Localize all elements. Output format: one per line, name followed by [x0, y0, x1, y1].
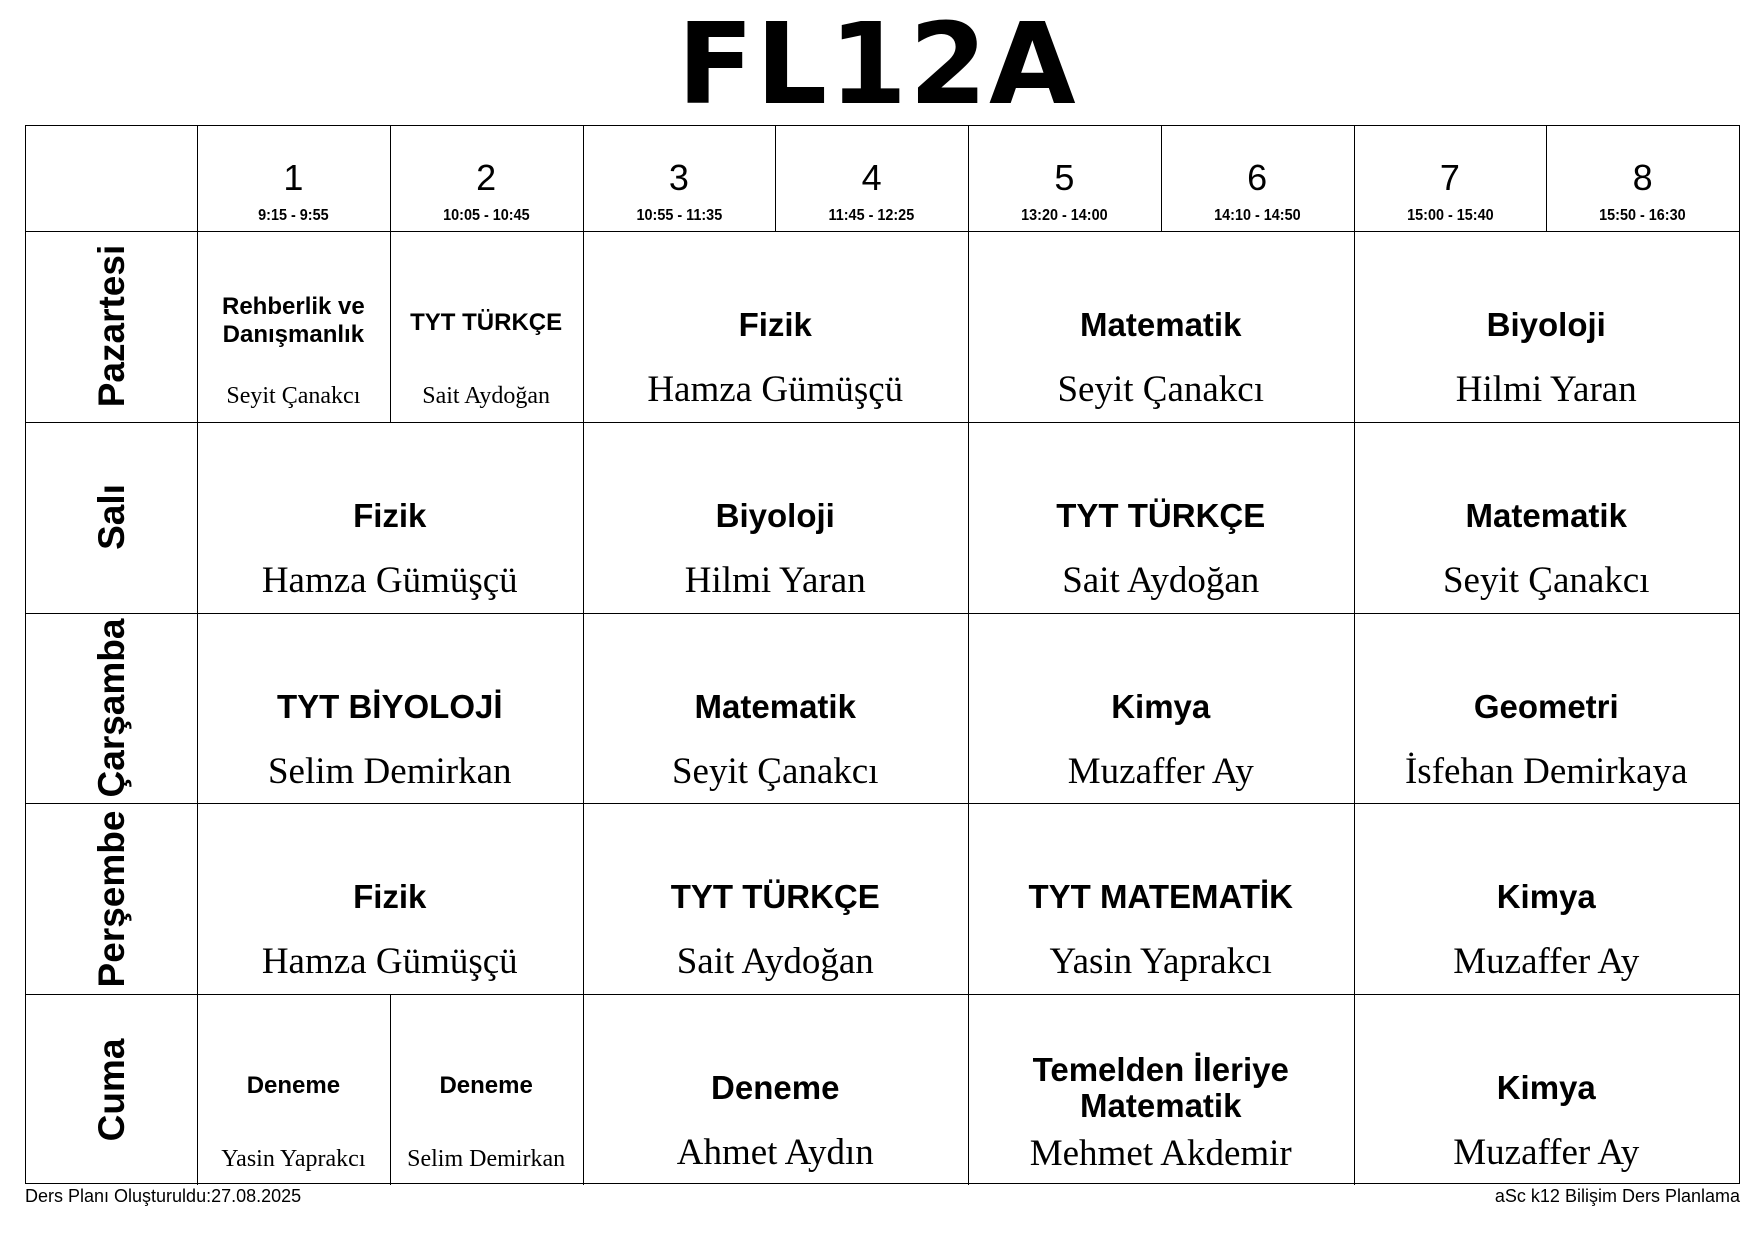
period-time: 15:50 - 16:30 — [1599, 207, 1686, 224]
period-number: 1 — [283, 157, 304, 198]
period-number: 3 — [668, 157, 689, 198]
period-number: 4 — [861, 157, 882, 198]
day-name: Perşembe — [90, 810, 132, 988]
lesson-teacher: Ahmet Aydın — [676, 1132, 874, 1174]
lesson-teacher: Seyit Çanakcı — [226, 383, 361, 409]
lesson-teacher: Mehmet Akdemir — [1029, 1133, 1292, 1175]
lesson-teacher: Hamza Gümüşçü — [647, 369, 904, 410]
period-time: 10:55 - 11:35 — [636, 207, 722, 224]
period-header-1 — [197, 126, 390, 231]
lesson-teacher: Yasin Yaprakcı — [1049, 941, 1272, 983]
day-name: Pazartesi — [90, 245, 132, 408]
day-name: Cuma — [90, 1038, 132, 1141]
period-time: 9:15 - 9:55 — [258, 207, 329, 224]
lesson-subject: Matematik — [694, 687, 856, 725]
lesson-cell[interactable] — [583, 231, 969, 422]
lesson-subject: TYT TÜRKÇE — [1056, 496, 1266, 534]
lesson-cell[interactable] — [1354, 231, 1740, 422]
day-label-1 — [26, 231, 197, 422]
lesson-subject: Geometri — [1473, 687, 1619, 725]
lesson-cell[interactable] — [1354, 994, 1740, 1185]
lesson-subject: Temelden İleriye Matematik — [1032, 1051, 1289, 1125]
lesson-teacher: Selim Demirkan — [267, 750, 512, 792]
period-header-4 — [775, 126, 968, 231]
period-time: 14:10 - 14:50 — [1213, 207, 1301, 224]
day-name: Çarşamba — [90, 618, 132, 798]
lesson-subject: Kimya — [1496, 878, 1596, 916]
lesson-teacher: Muzaffer Ay — [1453, 941, 1640, 983]
lesson-teacher: Sait Aydoğan — [676, 941, 874, 983]
header-column-divider — [1354, 126, 1355, 231]
lesson-teacher: İsfehan Demirkaya — [1404, 750, 1688, 792]
lesson-subject: TYT BİYOLOJİ — [276, 687, 503, 725]
lesson-cell[interactable] — [583, 422, 969, 613]
lesson-cell[interactable] — [968, 231, 1354, 422]
lesson-cell[interactable] — [1354, 803, 1740, 994]
lesson-cell[interactable] — [197, 994, 390, 1185]
lesson-subject: Deneme — [711, 1069, 840, 1107]
lesson-cell[interactable] — [390, 231, 583, 422]
lesson-subject: Fizik — [353, 878, 427, 916]
lesson-subject: TYT TÜRKÇE — [670, 878, 880, 916]
lesson-cell[interactable] — [197, 803, 583, 994]
lesson-cell[interactable] — [197, 231, 390, 422]
lesson-cell[interactable] — [968, 422, 1354, 613]
lesson-cell[interactable] — [583, 803, 969, 994]
day-label-5 — [26, 994, 197, 1185]
header-column-divider — [390, 126, 391, 231]
header-column-divider — [197, 126, 198, 231]
period-header-6 — [1161, 126, 1354, 231]
lesson-subject: Matematik — [1465, 496, 1627, 534]
lesson-cell[interactable] — [197, 422, 583, 613]
period-header-2 — [390, 126, 583, 231]
timetable-grid — [25, 125, 1740, 1184]
lesson-cell[interactable] — [968, 613, 1354, 804]
lesson-teacher: Hamza Gümüşçü — [261, 941, 518, 983]
lesson-subject: Kimya — [1496, 1069, 1596, 1107]
lesson-teacher: Sait Aydoğan — [422, 383, 551, 409]
lesson-teacher: Seyit Çanakcı — [1442, 559, 1650, 601]
lesson-subject: Fizik — [353, 496, 427, 534]
lesson-cell[interactable] — [1354, 613, 1740, 804]
lesson-teacher: Seyit Çanakcı — [671, 750, 879, 792]
day-label-3 — [26, 613, 197, 804]
header-column-divider — [1546, 126, 1547, 231]
period-header-8 — [1546, 126, 1739, 231]
header-column-divider — [968, 126, 969, 231]
lesson-cell[interactable] — [1354, 422, 1740, 613]
period-number: 6 — [1247, 157, 1268, 198]
lesson-cell[interactable] — [390, 994, 583, 1185]
footer-created-date: Ders Planı Oluşturuldu:27.08.2025 — [25, 1186, 302, 1206]
lesson-teacher: Yasin Yaprakcı — [221, 1146, 366, 1173]
period-number: 8 — [1632, 157, 1653, 198]
day-label-4 — [26, 803, 197, 994]
lesson-subject: Deneme — [439, 1072, 533, 1100]
period-header-5 — [968, 126, 1161, 231]
period-header-3 — [583, 126, 776, 231]
lesson-subject: TYT MATEMATİK — [1028, 878, 1294, 916]
day-label-2 — [26, 422, 197, 613]
period-time: 13:20 - 14:00 — [1021, 207, 1108, 224]
header-column-divider — [583, 126, 584, 231]
period-number: 5 — [1054, 157, 1075, 198]
lesson-teacher: Selim Demirkan — [407, 1146, 566, 1173]
lesson-cell[interactable] — [968, 994, 1354, 1185]
lesson-cell[interactable] — [583, 994, 969, 1185]
lesson-subject: TYT TÜRKÇE — [410, 309, 563, 336]
header-column-divider — [1161, 126, 1162, 231]
header-column-divider — [775, 126, 776, 231]
period-number: 2 — [476, 157, 497, 198]
lesson-teacher: Muzaffer Ay — [1067, 750, 1254, 792]
lesson-teacher: Hilmi Yaran — [684, 559, 866, 601]
lesson-teacher: Hilmi Yaran — [1455, 369, 1637, 410]
lesson-cell[interactable] — [968, 803, 1354, 994]
period-time: 10:05 - 10:45 — [442, 207, 530, 224]
period-header-7 — [1354, 126, 1547, 231]
lesson-cell[interactable] — [197, 613, 583, 804]
period-time: 11:45 - 12:25 — [828, 207, 915, 224]
lesson-subject: Deneme — [246, 1072, 341, 1100]
lesson-teacher: Sait Aydoğan — [1062, 559, 1260, 601]
lesson-subject: Rehberlik ve Danışmanlık — [222, 293, 365, 348]
lesson-subject: Matematik — [1080, 306, 1242, 343]
lesson-teacher: Muzaffer Ay — [1453, 1132, 1640, 1174]
lesson-teacher: Hamza Gümüşçü — [261, 559, 518, 601]
day-name: Salı — [90, 484, 132, 551]
lesson-subject: Biyoloji — [715, 496, 835, 534]
lesson-subject: Biyoloji — [1486, 306, 1606, 343]
period-time: 15:00 - 15:40 — [1406, 207, 1494, 224]
timetable-title: FL12A — [677, 0, 1078, 130]
lesson-cell[interactable] — [583, 613, 969, 804]
lesson-subject: Kimya — [1111, 687, 1211, 725]
lesson-subject: Fizik — [738, 306, 812, 343]
lesson-teacher: Seyit Çanakcı — [1057, 369, 1265, 410]
period-number: 7 — [1439, 157, 1460, 198]
footer-software-credit: aSc k12 Bilişim Ders Planlama — [1494, 1186, 1740, 1206]
